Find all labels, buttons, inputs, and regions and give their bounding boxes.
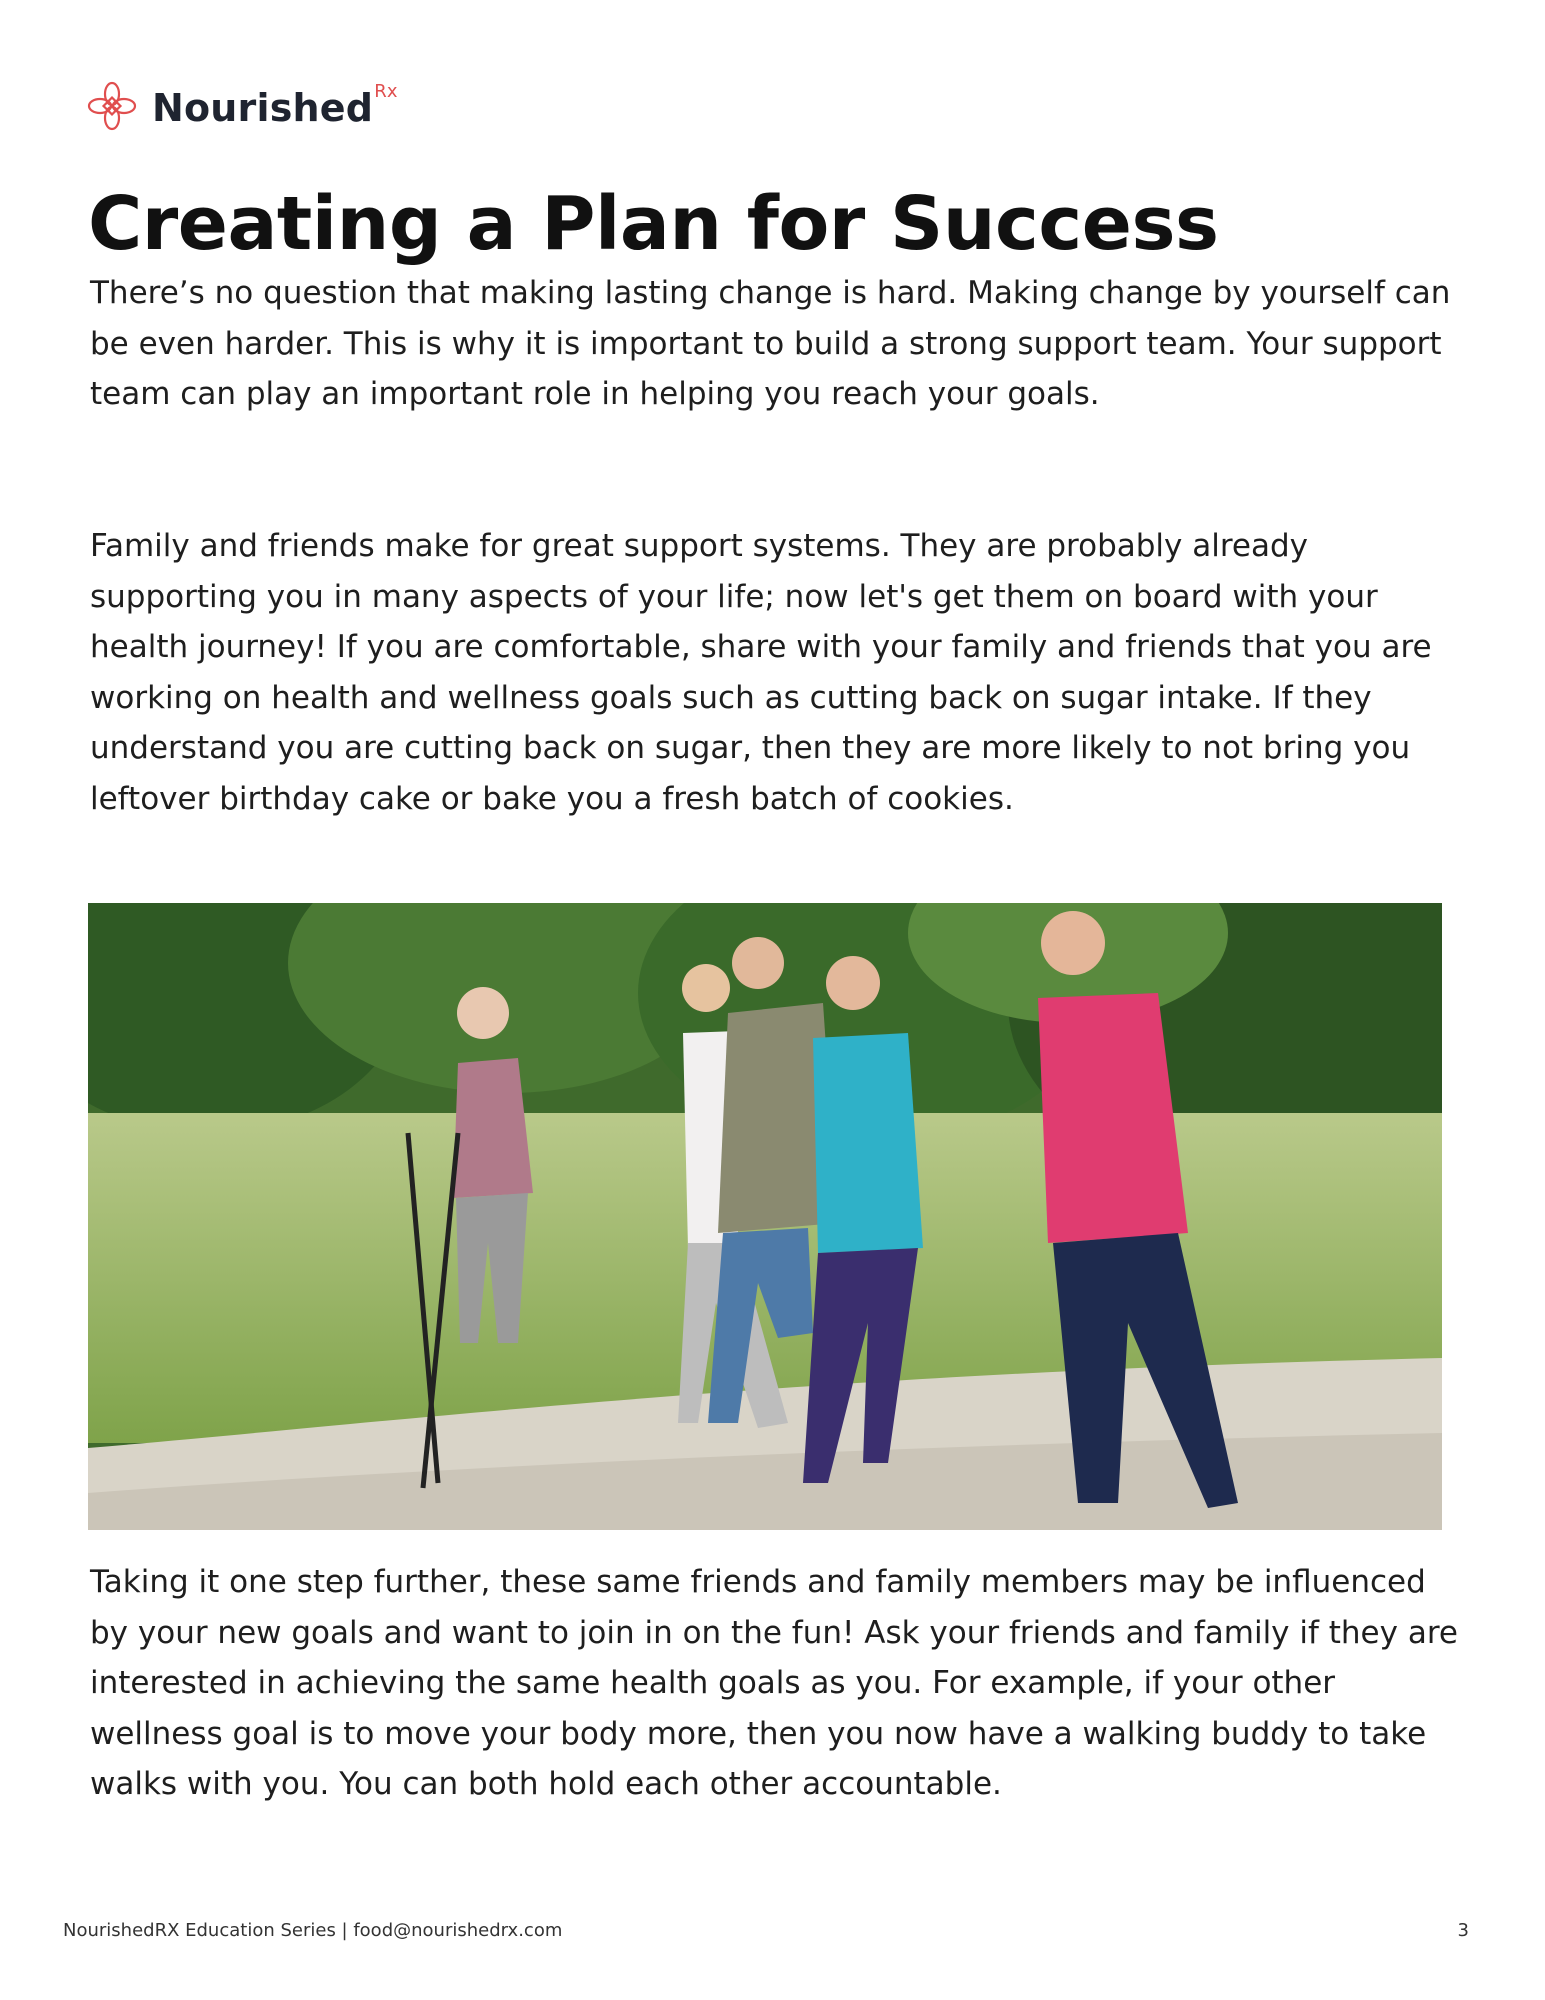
photo-illustration [88, 903, 1442, 1530]
page-number: 3 [1457, 1920, 1469, 1941]
walking-group-photo [88, 903, 1442, 1530]
flower-logo-icon [86, 80, 138, 132]
footer-text: NourishedRX Education Series | food@nourishedrx.com [63, 1920, 563, 1941]
page-title: Creating a Plan for Success [88, 181, 1219, 267]
brand-superscript: Rx [374, 81, 398, 102]
support-paragraph: Family and friends make for great support systems. They are probably already supporting you in many aspects of your life; now let's get them on board with your health journey! If you are comfortable, share with your family and friends that you are working on health and wellness goals such as cutting back on sugar intake. If they understand you are cutting back on sugar, then they are more likely to not bring you leftover birthday cake or bake you a fresh batch of cookies. [90, 528, 1432, 817]
brand-logo [86, 80, 398, 132]
intro-paragraph: There’s no question that making lasting change is hard. Making change by yourself can be even harder. This is why it is important to build a strong support team. Your support team can play an important role in helping you reach your goals. [90, 275, 1451, 413]
join-in-paragraph: Taking it one step further, these same friends and family members may be influenced by your new goals and want to join in on the fun! Ask your friends and family if they are interested in achieving the same health goals as you. For example, if your other wellness goal is to move your body more, then you now have a walking buddy to take walks with you. You can both hold each other accountable. [90, 1564, 1458, 1803]
brand-name: Nourished$^{Rx}$ [152, 81, 398, 130]
